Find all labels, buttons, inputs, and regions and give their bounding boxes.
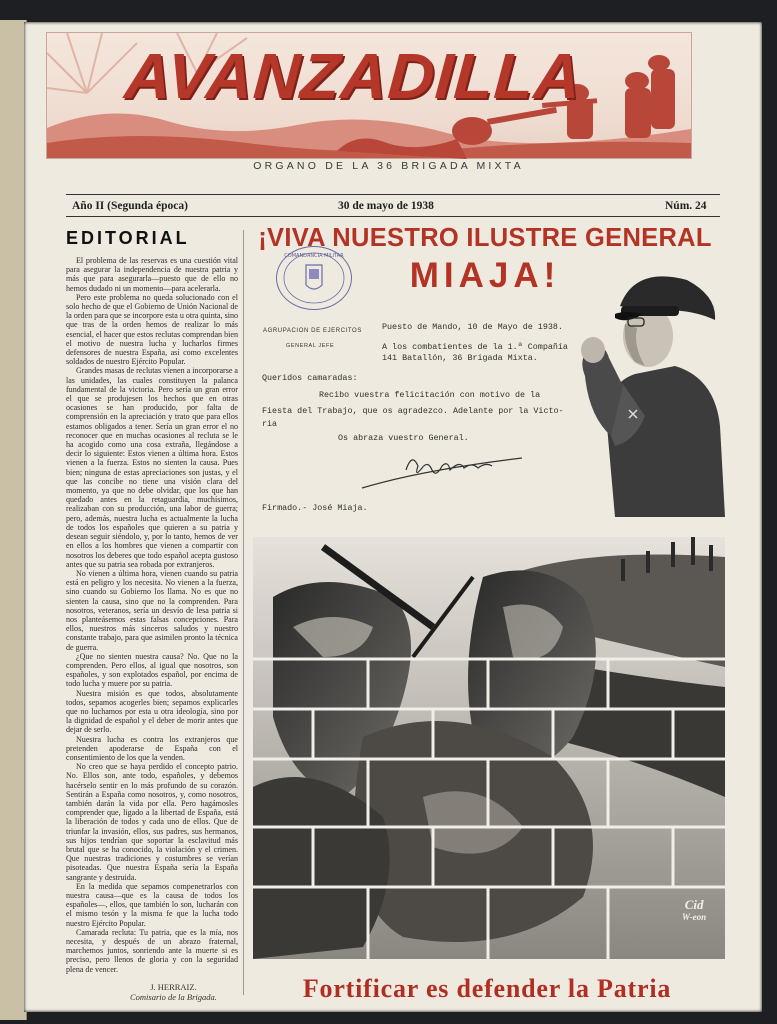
footer-slogan: Fortificar es defender la Patria	[302, 974, 672, 1003]
editorial-paragraph: El problema de las reservas es una cuestión vital para asegurar la independencia de nuestra patria y más que para asegurarla—puesto que de ello no hemos dudado ni un momento—para acelerarla.	[66, 256, 238, 293]
editorial-heading: EDITORIAL	[66, 228, 190, 248]
svg-text:COMANDANCIA MILITAR: COMANDANCIA MILITAR	[284, 253, 344, 259]
bottom-rule	[66, 216, 720, 217]
top-rule	[66, 194, 720, 195]
handwritten-signature	[362, 440, 532, 495]
masthead-banner	[46, 32, 692, 159]
editorial-paragraph: ¿Que no sienten nuestra causa? No. Que no la comprenden. Pero ellos, al igual que nosotros, son españoles, y son explotados español, por encima de todo lucha y muere por su patria.	[66, 651, 238, 689]
editorial-author-role: Comisario de la Brigada.	[130, 992, 217, 1002]
letter-closing: Os abraza vuestro General.	[338, 433, 469, 443]
masthead-title: AVANZADILLA	[122, 40, 585, 112]
masthead-subtitle: ORGANO DE LA 36 BRIGADA MIXTA	[253, 160, 524, 172]
editorial-paragraph: Nuestra misión es que todos, absolutamente todos, sepamos acogerles bien; sepamos explicarles que no luchamos por esta u otra ideología, sino por la dignidad de español y el deber de morir antes que dejar de serlo.	[66, 688, 238, 735]
editorial-paragraph: No creo que se haya perdido el concepto patrio. No. Ellos son, ante todo, españoles, y debemos hacérselo sentir en lo más profundo de su corazón. Sentirán a España como nosotros, y, como nosotros, también darán la vida por ella. Pero hagámosles comprender que, ligado a la libertad de España, está la liberación de todos y cada uno de ellos. Que de triunfar la invasión, ellos, sus padres, sus hermanos, sus hijos tendrían que soportar la esclavitud más brutal que se ha conocido, la violación y el crimen. Que nuestras tradiciones y costumbres se verían pisoteadas. Que nuestra España sería la España sangrante y destruida.	[66, 762, 238, 882]
editorial-paragraph: En la medida que sepamos compenetrarlos con nuestra causa—que es la causa de todos los españoles—, ellos, que también lo son, lucharán con el mismo tesón y la misma fe que la lucha todo nuestro Ejército Popular.	[66, 881, 238, 928]
editorial-paragraph: Grandes masas de reclutas vienen a incorporarse a las unidades, las cuales constituyen la palanca fundamental de la victoria. Pero sería un gran error el que se produjesen los hechos que en otras ocasiones se han producido, por falta de comprensión en la apreciación y trato que para ellos estamos obligados a tener. Sería un gran error el no reconocer que en muchas ocasiones al recluta se le ha acogido como una cosa extraña, llegándose a decir lo siguiente: Estos vienen a última hora. Estos vienen a la fuerza. Estos no sienten la causa. Pues bien; ninguna de estas apreciaciones son justas, y el que las concibe no tiene una visión clara del momento, ya que no debe olvidar, que los que han quedado antes en la retaguardia, muchísimos, realizaban con su producción, una labor de guerra; pero, además, nuestra lucha es actualmente la lucha de todos los españoles que quieren a su patria y desean seguir siéndolo, y, por lo tanto, hemos de ver en ellos a los hombres que vienen a compartir con nosotros los deberes que todo español acepta gustoso antes que su patria sea robada por extranjeros.	[66, 366, 238, 569]
column-divider	[243, 230, 244, 995]
artist-mark-line-1: Cid	[684, 897, 704, 912]
headline-line-1: ¡VIVA NUESTRO ILUSTRE GENERAL	[258, 224, 712, 252]
official-stamp	[276, 246, 352, 310]
fortification-artwork	[253, 537, 725, 959]
artist-mark	[682, 898, 706, 924]
editorial-body	[66, 256, 238, 974]
editorial-paragraph: No vienen a última hora, vienen cuando su patria está en peligro y los necesita. No vienen a la fuerza, sino cuando su Gobierno los llama. No es que no sienten la causa, sino que no la comprenden. Para nosotros, veteranos, sería un desvío de lesa patria si nos planteásemos estas falsas concepciones. Para ellos, nuestros más sinceros saludos y nuestro constante trabajo, para que asimilen pronto la técnica de guerra.	[66, 568, 238, 652]
stamp-subtitle: GENERAL JEFE	[286, 343, 335, 349]
letter-body-2: Fiesta del Trabajo, que os agradezco. Adelante por la Victo-	[262, 406, 564, 416]
letter-greeting: Queridos camaradas:	[262, 373, 358, 383]
letter-recipient-1: A los combatientes de la 1.ª Compañía	[382, 342, 568, 352]
stamp-organization: AGRUPACION DE EJERCITOS	[263, 328, 362, 334]
editorial-signature	[130, 982, 217, 1002]
issue-year: Año II (Segunda época)	[72, 200, 188, 212]
editorial-author: J. HERRAIZ.	[150, 982, 197, 992]
letter-body-1: Recibo vuestra felicitación con motivo de la	[319, 390, 541, 400]
editorial-paragraph: Camarada recluta: Tu patria, que es la mía, nos necesita, y después de un abrazo fraternal, marchemos juntos, sonriendo ante la muerte si es preciso, pero llenos de gloria y con la seguridad plena de vencer.	[66, 927, 238, 974]
editorial-paragraph: Nuestra lucha es contra los extranjeros que pretenden apoderarse de España con el consentimiento de los que la venden.	[66, 734, 238, 762]
letter-recipient-2: 141 Batallón, 36 Brigada Mixta.	[382, 353, 538, 363]
issue-date: 30 de mayo de 1938	[338, 200, 434, 212]
letter-body-3: ria	[262, 419, 278, 429]
issue-number: Núm. 24	[665, 200, 707, 212]
letter-signed: Firmado.- José Miaja.	[262, 503, 368, 513]
war-illustration	[253, 537, 725, 959]
editorial-paragraph: Pero este problema no queda solucionado con el solo hecho de que el Gobierno de Unión Nacional de la orden para que se incorpore esta u otra quinta, sino que tras de la orden hemos de realizar lo más esencial, el hacer que estos reclutas comprendan bien el motivo de nuestra lucha y lucharlos firmes defensores de nuestra España, así como excelentes soldados de nuestro Ejército Popular.	[66, 292, 238, 367]
headline-line-2: MIAJA!	[409, 256, 561, 295]
stamp-seal-graphic	[277, 247, 351, 309]
letter-place-date: Puesto de Mando, 10 de Mayo de 1938.	[382, 322, 563, 332]
artist-mark-line-2: W-eon	[682, 912, 707, 922]
general-portrait	[575, 266, 725, 517]
